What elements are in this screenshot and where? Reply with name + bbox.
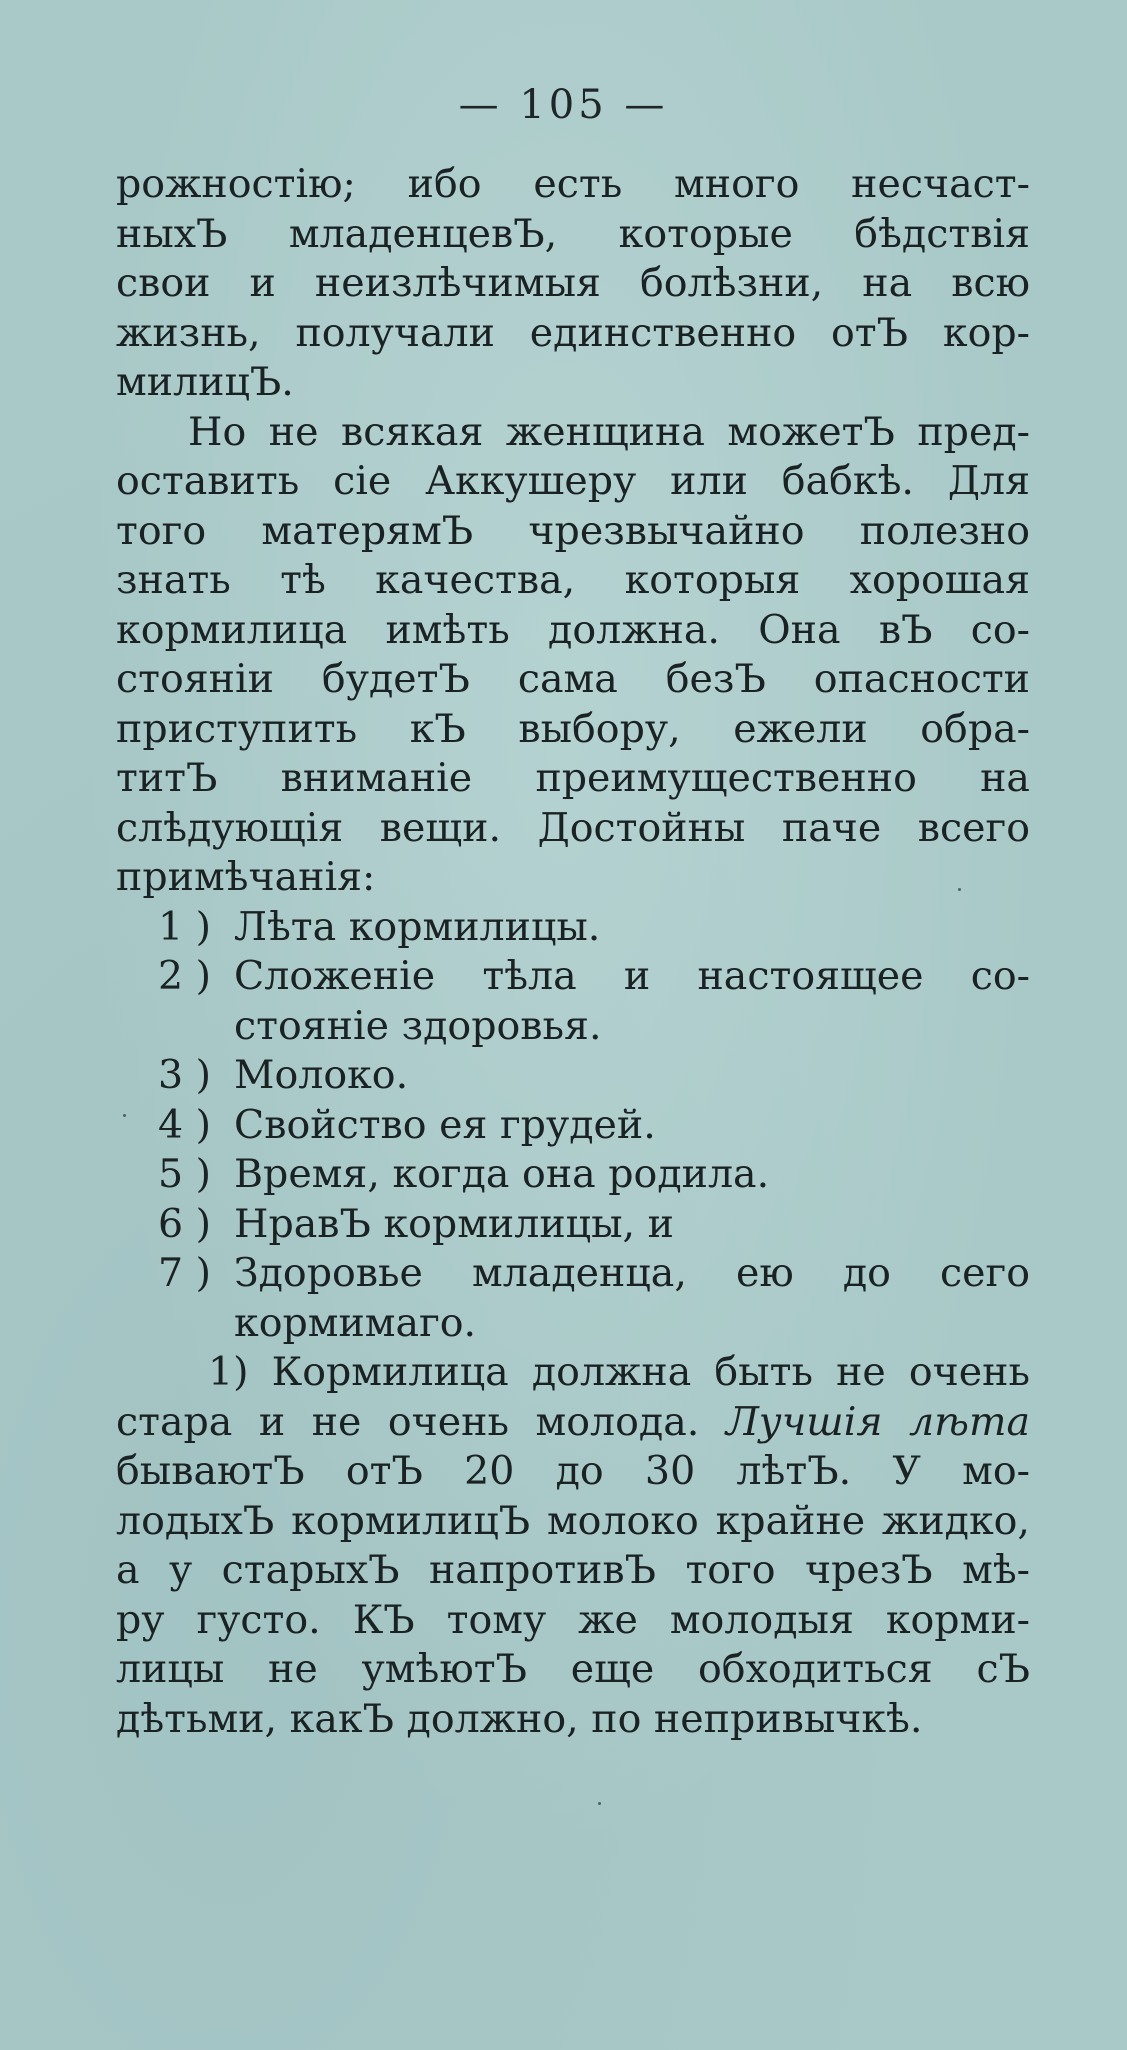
text-line: примѣчанія: [116, 854, 376, 900]
list-item [116, 903, 1030, 953]
list-number: 5 ) [158, 1151, 212, 1197]
text-line: кормилица имѣть должна. Она вЪ со- [116, 606, 1030, 653]
text-segment: стара и не очень молода. [116, 1398, 700, 1445]
text-line: бываютЪ отЪ 20 до 30 лѣтЪ. У мо- [116, 1448, 1030, 1494]
paper-speck [958, 888, 961, 891]
text-line: ру густо. КЪ тому же молодыя корми- [116, 1596, 1030, 1643]
list-number: 4 ) [158, 1101, 212, 1148]
list-item [116, 1249, 1030, 1348]
page-number: — 105 — [458, 82, 669, 128]
list-text: Лѣта кормилицы. [234, 903, 601, 950]
paper-speck [598, 1802, 601, 1805]
text-line: стояніи будетЪ сама безЪ опасности [116, 656, 1030, 702]
list-text: стояніе здоровья. [234, 1002, 602, 1049]
text-line: рожностію; ибо есть много несчаст- [116, 161, 1030, 207]
text-line: дѣтьми, какЪ должно, по непривычкѣ. [116, 1695, 923, 1742]
list-text: Время, когда она родила. [234, 1151, 770, 1197]
text-line: жизнь, получали единственно отЪ кор- [116, 309, 1030, 356]
text-line-mixed [116, 1398, 1030, 1448]
text-line: лицы не умѣютЪ еще обходиться сЪ [116, 1646, 1030, 1692]
list-number: 7 ) [158, 1250, 212, 1296]
list-text: Сложеніе тѣла и настоящее со- [234, 953, 1030, 999]
list-item [116, 1051, 1030, 1101]
text-line: свои и неизлѣчимыя болѣзни, на всю [116, 260, 1030, 306]
paper-speck [123, 1114, 126, 1117]
paragraph-age-of-nurse [116, 1348, 1030, 1744]
text-line: знать тѣ качества, которыя хорошая [116, 557, 1030, 603]
text-line: того матерямЪ чрезвычайно полезно [116, 507, 1030, 554]
paragraph-continuation [116, 160, 1030, 408]
list-number: 2 ) [158, 953, 212, 999]
text-line: приступить кЪ выбору, ежели обра- [116, 705, 1030, 752]
paragraph-choosing-nurse [116, 408, 1030, 903]
italic-phrase: Лучшія лѣта [725, 1398, 1031, 1445]
text-line: милицЪ. [116, 359, 294, 405]
text-line: Но не всякая женщина можетЪ пред- [188, 408, 1030, 455]
text-line: лодыхЪ кормилицЪ молоко крайне жидко, [116, 1497, 1030, 1544]
list-text: Здоровье младенца, ею до сего [234, 1250, 1030, 1296]
list-text: Молоко. [234, 1052, 409, 1098]
list-item [116, 1150, 1030, 1200]
list-number: 6 ) [158, 1200, 212, 1247]
text-line: оставить сіе Аккушеру или бабкѣ. Для [116, 458, 1030, 504]
text-line: титЪ вниманіе преимущественно на [116, 755, 1030, 801]
list-text: НравЪ кормилицы, и [234, 1200, 674, 1247]
list-item [116, 1101, 1030, 1151]
list-item [116, 1200, 1030, 1250]
list-number: 3 ) [158, 1052, 212, 1098]
list-item [116, 952, 1030, 1051]
criteria-list [116, 903, 1030, 1349]
text-line: 1) Кормилица должна быть не очень [208, 1349, 1030, 1395]
text-line: а у старыхЪ напротивЪ того чрезЪ мѣ- [116, 1547, 1030, 1593]
list-text: кормимаго. [234, 1299, 477, 1346]
page-text [116, 160, 1030, 1744]
text-line: ныхЪ младенцевЪ, которые бѣдствія [116, 210, 1030, 257]
list-number: 1 ) [158, 903, 212, 950]
list-text: Свойство ея грудей. [234, 1101, 656, 1148]
text-line: слѣдующія вещи. Достойны паче всего [116, 804, 1030, 851]
